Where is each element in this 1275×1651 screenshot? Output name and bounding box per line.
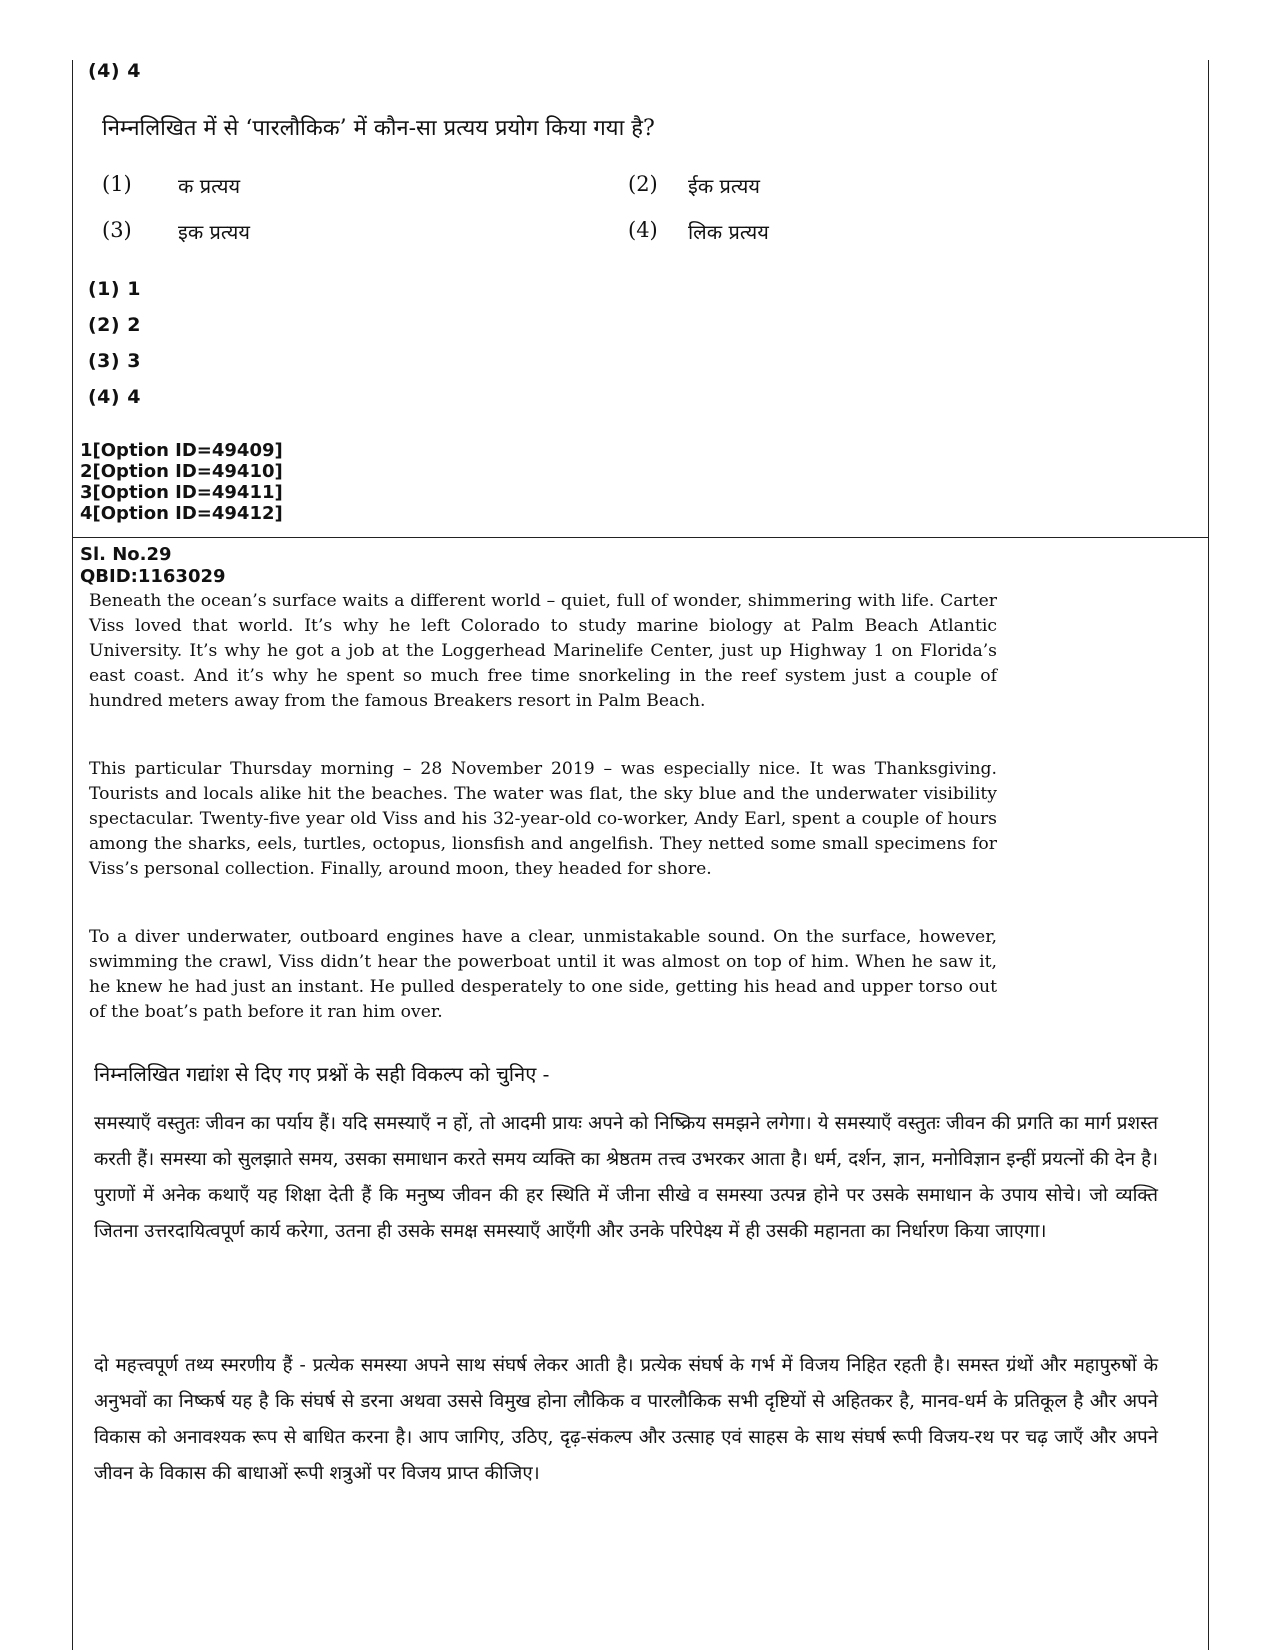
answer-option: (2) 2: [88, 314, 141, 336]
choice-number: (1): [102, 172, 132, 196]
left-border: [72, 60, 73, 1650]
answer-option: (1) 1: [88, 278, 141, 300]
hindi-instruction: निम्नलिखित गद्यांश से दिए गए प्रश्नों के सही विकल्प को चुनिए -: [94, 1062, 550, 1086]
right-border: [1208, 60, 1209, 1650]
choice-text: क प्रत्यय: [178, 174, 241, 198]
answer-option: (3) 3: [88, 350, 141, 372]
option-id-list: [80, 440, 283, 524]
question-header: [80, 544, 226, 588]
choice-number: (4): [628, 218, 658, 242]
option-id: 2[Option ID=49410]: [80, 461, 283, 482]
choice-text: ईक प्रत्यय: [688, 174, 760, 198]
answer-option: (4) 4: [88, 386, 141, 408]
question-text: निम्नलिखित में से ‘पारलौकिक’ में कौन-सा प्रत्यय प्रयोग किया गया है?: [102, 116, 655, 141]
option-id: 1[Option ID=49409]: [80, 440, 283, 461]
hindi-passage-paragraph: समस्याएँ वस्तुतः जीवन का पर्याय हैं। यदि समस्याएँ न हों, तो आदमी प्रायः अपने को निष्क्रिय समझने लगेगा। ये समस्याएँ वस्तुतः जीवन की प्रगति का मार्ग प्रशस्त करती हैं। समस्या को सुलझाते समय, उसका समाधान करते समय व्यक्ति का श्रेष्ठतम तत्त्व उभरकर आता है। धर्म, दर्शन, ज्ञान, मनोविज्ञान इन्हीं प्रयत्नों की देन है। पुराणों में अनेक कथाएँ यह शिक्षा देती हैं कि मनुष्य जीवन की हर स्थिति में जीना सीखे व समस्या उत्पन्न होने पर उसके समाधान के उपाय सोचे। जो व्यक्ति जितना उत्तरदायित्वपूर्ण कार्य करेगा, उतना ही उसके समक्ष समस्याएँ आएँगी और उनके परिपेक्ष्य में ही उसकी महानता का निर्धारण किया जाएगा।: [94, 1113, 1158, 1242]
english-passage-paragraph: This particular Thursday morning – 28 November 2019 – was especially nice. It was Thanksgiving. Tourists and locals alike hit the beaches. The water was flat, the sky blue and the underwater visibility spectacular. Twenty-five year old Viss and his 32-year-old co-worker, Andy Earl, spent a couple of hours among the sharks, eels, turtles, octopus, lionsfish and angelfish. They netted some small specimens for Viss’s personal collection. Finally, around moon, they headed for shore.: [89, 759, 997, 879]
serial-number: Sl. No.29: [80, 544, 172, 565]
english-passage-paragraph: To a diver underwater, outboard engines have a clear, unmistakable sound. On the surface, however, swimming the crawl, Viss didn’t hear the powerboat until it was almost on top of him. When he saw it, he knew he had just an instant. He pulled desperately to one side, getting his head and upper torso out of the boat’s path before it ran him over.: [89, 927, 997, 1022]
question-divider: [72, 537, 1209, 538]
option-id: 3[Option ID=49411]: [80, 482, 283, 503]
option-id: 4[Option ID=49412]: [80, 503, 283, 524]
choice-text: लिक प्रत्यय: [688, 220, 769, 244]
english-passage-paragraph: Beneath the ocean’s surface waits a different world – quiet, full of wonder, shimmering with life. Carter Viss loved that world. It’s why he left Colorado to study marine biology at Palm Beach Atlantic University. It’s why he got a job at the Loggerhead Marinelife Center, just up Highway 1 on Florida’s east coast. And it’s why he spent so much free time snorkeling in the reef system just a couple of hundred meters away from the famous Breakers resort in Palm Beach.: [89, 591, 997, 711]
choice-text: इक प्रत्यय: [178, 220, 250, 244]
qbid: QBID:1163029: [80, 566, 226, 587]
choice-number: (2): [628, 172, 658, 196]
choice-number: (3): [102, 218, 132, 242]
trailing-answer-option: (4) 4: [88, 60, 141, 82]
hindi-passage-paragraph: दो महत्त्वपूर्ण तथ्य स्मरणीय हैं - प्रत्येक समस्या अपने साथ संघर्ष लेकर आती है। प्रत्येक संघर्ष के गर्भ में विजय निहित रहती है। समस्त ग्रंथों और महापुरुषों के अनुभवों का निष्कर्ष यह है कि संघर्ष से डरना अथवा उससे विमुख होना लौकिक व पारलौकिक सभी दृष्टियों से अहितकर है, मानव-धर्म के प्रतिकूल है और अपने विकास को अनावश्यक रूप से बाधित करना है। आप जागिए, उठिए, दृढ़-संकल्प और उत्साह एवं साहस के साथ संघर्ष रूपी विजय-रथ पर चढ़ जाएँ और अपने जीवन के विकास की बाधाओं रूपी शत्रुओं पर विजय प्राप्त कीजिए।: [94, 1355, 1158, 1484]
